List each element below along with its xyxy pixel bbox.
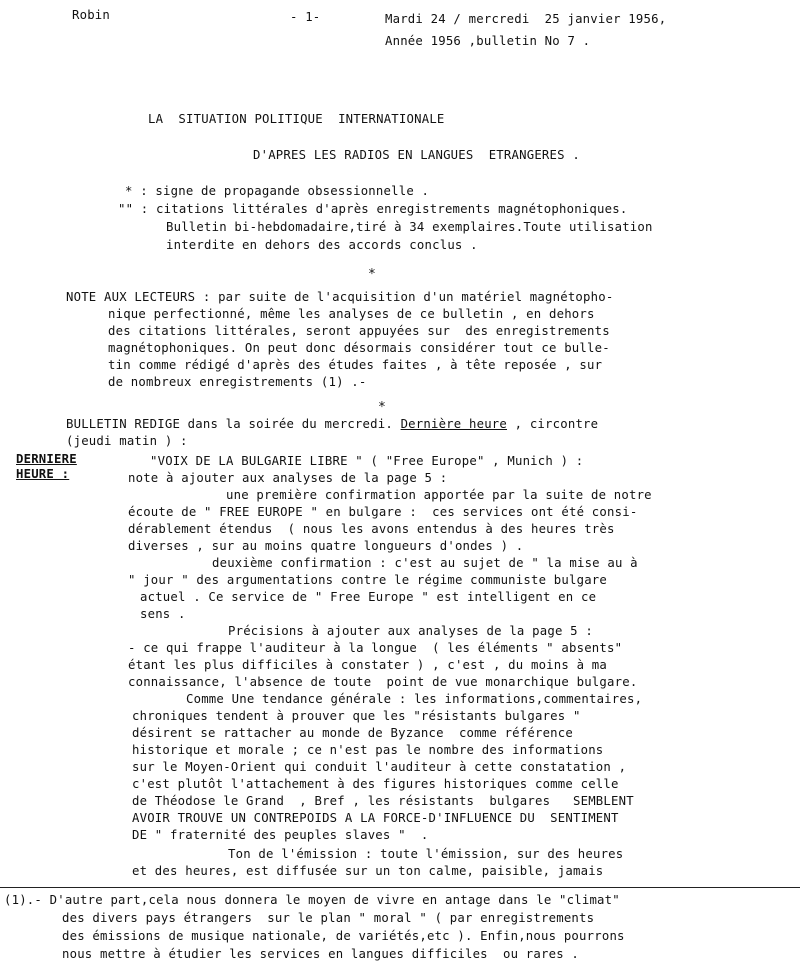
body-p2-l3: actuel . Ce service de " Free Europe " est intelligent en ce [140,590,597,604]
side-label-derniere: DERNIERE [16,452,77,466]
body-p1-l5: dérablement étendus ( nous les avons entendus à des heures très [128,522,615,536]
body-p4-l5: sur le Moyen-Orient qui conduit l'auditeur à cette constatation , [132,760,627,774]
author-name: Robin [72,8,111,22]
body-p1-l4: écoute de " FREE EUROPE " en bulgare : ces services ont été consi- [128,505,638,519]
note-line-4: magnétophoniques. On peut donc désormais considérer tout ce bulle- [108,341,610,355]
side-label-heure: HEURE : [16,467,70,481]
bulletin-prefix: BULLETIN REDIGE dans la soirée du mercredi. [66,417,401,431]
body-p1-l6: diverses , sur au moins quatre longueurs d'ondes ) . [128,539,524,553]
derniere-heure-underlined: Dernière heure [400,417,508,431]
body-p4-l1: Comme Une tendance générale : les informations,commentaires, [186,692,643,706]
note-line-3: des citations littérales, seront appuyées sur des enregistrements [108,324,610,338]
page-number: - 1- [290,10,321,24]
footnote-line-4: nous mettre à étudier les services en langues difficiles ou rares . [62,947,580,961]
bulletin-suffix: , circontre [507,417,599,431]
footnote-line-1: (1).- D'autre part,cela nous donnera le moyen de vivre en antage dans le "climat" [4,893,620,907]
body-p4-l8: AVOIR TROUVE UN CONTREPOIDS A LA FORCE-D'INFLUENCE DU SENTIMENT [132,811,619,825]
body-p3-l1: Précisions à ajouter aux analyses de la page 5 : [228,624,593,638]
body-p4-l9: DE " fraternité des peuples slaves " . [132,828,429,842]
body-p1-l3: une première confirmation apportée par la suite de notre [226,488,652,502]
body-p5-l2: et des heures, est diffusée sur un ton calme, paisible, jamais [132,864,604,878]
note-line-5: tin comme rédigé d'après des études faites , à tête reposée , sur [108,358,603,372]
legend-distribution: Bulletin bi-hebdomadaire,tiré à 34 exemplaires.Toute utilisation [166,220,653,234]
footnote-rule [0,887,800,888]
body-p1-l1: "VOIX DE LA BULGARIE LIBRE " ( "Free Europe" , Munich ) : [150,454,584,468]
body-p2-l4: sens . [140,607,186,621]
legend-propaganda: * : signe de propagande obsessionnelle . [125,184,430,198]
body-p3-l2: - ce qui frappe l'auditeur à la longue ( les éléments " absents" [128,641,623,655]
legend-restriction: interdite en dehors des accords conclus . [166,238,478,252]
body-p5-l1: Ton de l'émission : toute l'émission, sur des heures [228,847,624,861]
body-p3-l3: étant les plus difficiles à constater ) , c'est , du moins à ma [128,658,608,672]
body-p3-l4: connaissance, l'absence de toute point de vue monarchique bulgare. [128,675,638,689]
legend-citations: "" : citations littérales d'après enregistrements magnétophoniques. [118,202,628,216]
body-p4-l2: chroniques tendent à prouver que les "résistants bulgares " [132,709,581,723]
header-date: Mardi 24 / mercredi 25 janvier 1956, [385,12,667,26]
footnote-line-2: des divers pays étrangers sur le plan " moral " ( par enregistrements [62,911,595,925]
body-p1-l2: note à ajouter aux analyses de la page 5 : [128,471,448,485]
body-p2-l2: " jour " des argumentations contre le régime communiste bulgare [128,573,608,587]
header-bulletin-number: Année 1956 ,bulletin No 7 . [385,34,591,48]
separator-star-2: * [378,400,386,415]
body-p4-l3: désirent se rattacher au monde de Byzance comme référence [132,726,573,740]
note-line-1: NOTE AUX LECTEURS : par suite de l'acquisition d'un matériel magnétopho- [66,290,614,304]
note-line-2: nique perfectionné, même les analyses de ce bulletin , en dehors [108,307,595,321]
footnote-line-3: des émissions de musique nationale, de variétés,etc ). Enfin,nous pourrons [62,929,625,943]
bulletin-line-2: (jeudi matin ) : [66,434,188,448]
body-p4-l7: de Théodose le Grand , Bref , les résistants bulgares SEMBLENT [132,794,634,808]
note-line-6: de nombreux enregistrements (1) .- [108,375,367,389]
body-p2-l1: deuxième confirmation : c'est au sujet de " la mise au à [212,556,638,570]
body-p4-l6: c'est plutôt l'attachement à des figures historiques comme celle [132,777,619,791]
bulletin-line-1 [66,417,598,432]
body-p4-l4: historique et morale ; ce n'est pas le nombre des informations [132,743,604,757]
title-line-1: LA SITUATION POLITIQUE INTERNATIONALE [148,112,445,126]
title-line-2: D'APRES LES RADIOS EN LANGUES ETRANGERES . [253,148,580,162]
separator-star: * [368,267,376,282]
